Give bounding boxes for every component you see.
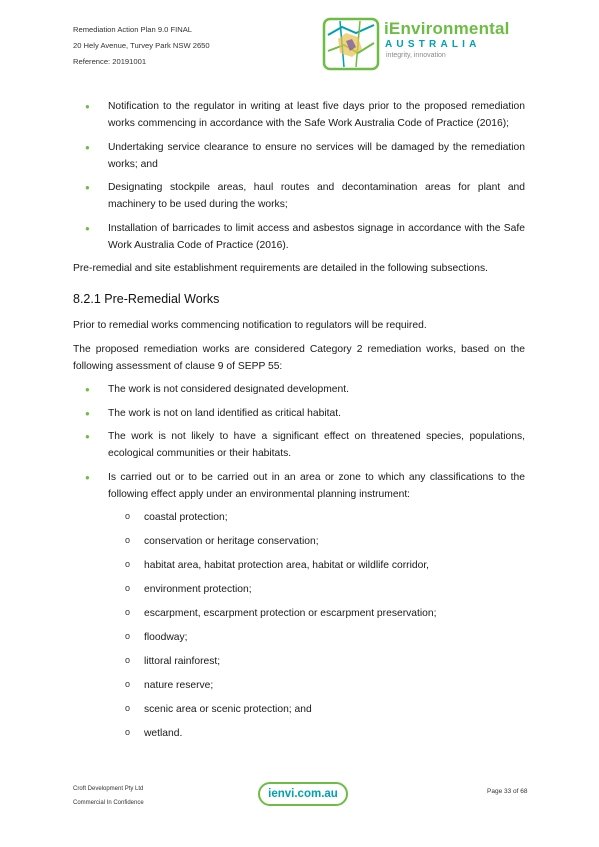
sub-list-item: o littoral rainforest;: [73, 653, 525, 670]
sub-list-item: o nature reserve;: [73, 677, 525, 694]
sub-list-item: o environment protection;: [73, 581, 525, 598]
category-paragraph: The proposed remediation works are considered Category 2 remediation works, based on the following assessment of clause 9 of SEPP 55:: [73, 343, 525, 372]
sub-list-item: o coastal protection;: [73, 509, 525, 526]
document-reference: Reference: 20191001: [73, 57, 147, 66]
sub-list-item: o escarpment, escarpment protection or escarpment preservation;: [73, 605, 525, 622]
logo-country-text: AUSTRALIA: [385, 39, 481, 50]
client-name: Croft Development Pty Ltd: [73, 786, 144, 792]
company-logo: [322, 17, 532, 71]
requirements-list: [73, 98, 525, 254]
list-item: ● Notification to the regulator in writing at least five days prior to the proposed remediation works commencing in accordance with the Safe Work Australia Code of Practice (2016);: [73, 98, 525, 132]
document-header: [73, 22, 210, 70]
list-item: ● Undertaking service clearance to ensure no services will be damaged by the remediation works; and: [73, 139, 525, 173]
list-item: ● Installation of barricades to limit access and asbestos signage in accordance with the Safe Work Australia Code of Practice (2016).: [73, 220, 525, 254]
assessment-list: [73, 381, 525, 503]
list-item: ● Is carried out or to be carried out in an area or zone to which any classifications to the following effect apply under an environmental planning instrument:: [73, 469, 525, 503]
sub-list-item: o habitat area, habitat protection area, habitat or wildlife corridor,: [73, 557, 525, 574]
footer-client-info: [73, 782, 144, 810]
sub-list-item: o scenic area or scenic protection; and: [73, 701, 525, 718]
sub-list-item: o wetland.: [73, 725, 525, 742]
intro-paragraph: Pre-remedial and site establishment requirements are detailed in the following subsections.: [73, 263, 488, 274]
site-address: 20 Hely Avenue, Turvey Park NSW 2650: [73, 41, 210, 50]
page-body: [73, 98, 525, 749]
sub-list-item: o conservation or heritage conservation;: [73, 533, 525, 550]
sub-list-item: o floodway;: [73, 629, 525, 646]
logo-tagline: integrity, innovation: [386, 52, 446, 59]
website-link[interactable]: ienvi.com.au: [258, 782, 348, 806]
document-title: Remediation Action Plan 9.0 FINAL: [73, 25, 193, 34]
list-item: ● The work is not considered designated development.: [73, 381, 525, 398]
confidentiality-note: Commercial In Confidence: [73, 800, 144, 806]
page-number: Page 33 of 68: [487, 788, 528, 795]
list-item: ● Designating stockpile areas, haul routes and decontamination areas for plant and machinery to be used during the works;: [73, 179, 525, 213]
list-item: ● The work is not likely to have a significant effect on threatened species, populations, ecological communities or their habitats.: [73, 428, 525, 462]
list-item: ● The work is not on land identified as critical habitat.: [73, 405, 525, 422]
notification-paragraph: Prior to remedial works commencing notification to regulators will be required.: [73, 320, 427, 331]
section-heading: 8.2.1 Pre-Remedial Works: [73, 292, 220, 306]
logo-brand-text: iEnvironmental: [384, 19, 510, 38]
classification-list: [73, 509, 525, 742]
logo-map-icon: [322, 17, 380, 71]
